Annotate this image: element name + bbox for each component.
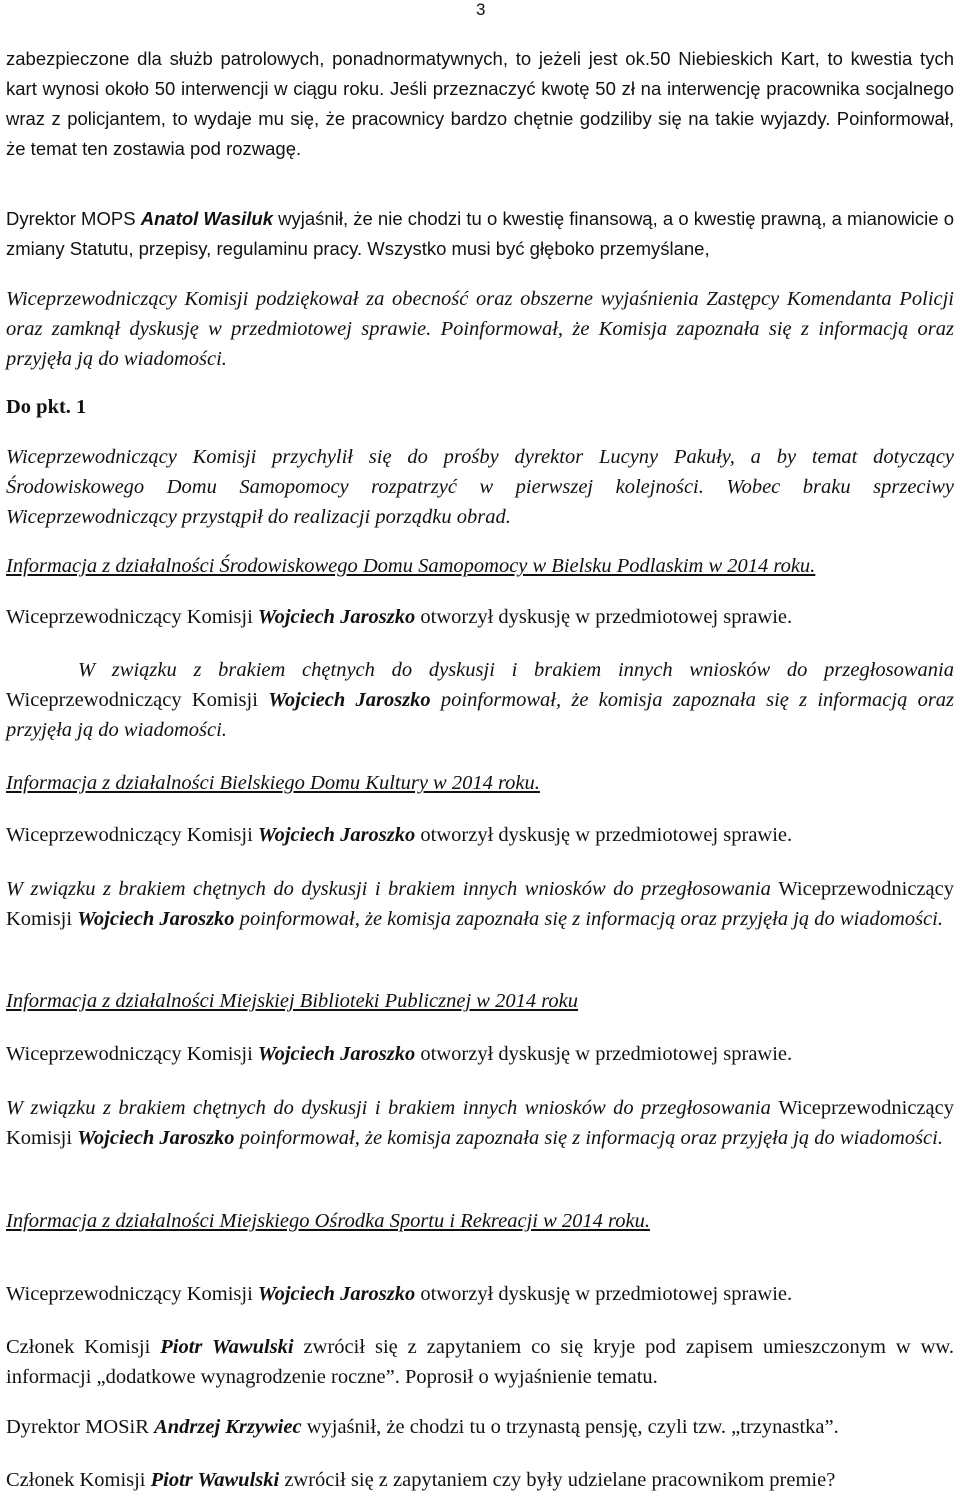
speaker-name: Wojciech Jaroszko — [268, 689, 431, 711]
lead-text: W związku z brakiem chętnych do dyskusji i brakiem innych wniosków do przegłosowania — [6, 878, 779, 900]
section-heading: Do pkt. 1 — [6, 396, 87, 418]
speaker-name: Wojciech Jaroszko — [77, 1127, 235, 1149]
close-text: poinformował, że komisja zapoznała się z informacją oraz przyjęła ją do wiadomości. — [234, 1127, 943, 1149]
close-text: poinformował, że komisja zapoznała się z informacją oraz przyjęła ją do wiadomości. — [234, 908, 943, 930]
speaker-text: zwrócił się z zapytaniem czy były udzielane pracownikom premie? — [279, 1469, 836, 1491]
page-number: 3 — [476, 0, 486, 19]
paragraph-discussion-open-2 — [6, 820, 954, 850]
speaker-role: Wiceprzewodniczący Komisji — [6, 1097, 954, 1149]
paragraph-agenda-change: Wiceprzewodniczący Komisji przychylił się do prośby dyrektor Lucyny Pakuły, a by temat dotyczący Środowiskowego Domu Samopomocy rozpatrzyć w pierwszej kolejności. Wobec braku sprzeciwy Wiceprzewodniczący przystąpił do realizacji porządku obrad. — [6, 446, 954, 528]
topic-heading-3: Informacja z działalności Miejskiej Biblioteki Publicznej w 2014 roku — [6, 990, 579, 1012]
topic-heading-4: Informacja z działalności Miejskiego Ośrodka Sportu i Rekreacji w 2014 roku. — [6, 1210, 650, 1232]
speaker-name: Piotr Wawulski — [160, 1336, 294, 1358]
speaker-text: otworzył dyskusję w przedmiotowej sprawie. — [415, 824, 793, 846]
speaker-role: Członek Komisji — [6, 1469, 146, 1491]
paragraph-member-question-1 — [6, 1332, 954, 1392]
speaker-name: Piotr Wawulski — [150, 1469, 280, 1491]
speaker-role: Wiceprzewodniczący Komisji — [6, 824, 253, 846]
speaker-role: Członek Komisji — [6, 1336, 151, 1358]
paragraph-discussion-close-1 — [6, 655, 954, 745]
paragraph-policy-cards: zabezpieczone dla służb patrolowych, ponadnormatywnych, to jeżeli jest ok.50 Niebieskich Kart, to kwestia tych kart wynosi około 50 interwencji w ciągu roku. Jeśli przeznaczyć kwotę 50 zł na interwencję pracownika socjalnego wraz z policjantem, to wydaje mu się, że pracownicy bardzo chętnie godziliby się na takie wyjazdy. Poinformował, że temat ten zostawia pod rozwagę. — [6, 48, 954, 159]
speaker-role: Wiceprzewodniczący Komisji — [6, 689, 258, 711]
speaker-name: Anatol Wasiluk — [140, 208, 274, 229]
speaker-role: Dyrektor MOSiR — [6, 1416, 149, 1438]
paragraph-vice-chair-thanks: Wiceprzewodniczący Komisji podziękował za obecność oraz obszerne wyjaśnienia Zastępcy Komendanta Policji oraz zamknął dyskusję w przedmiotowej sprawie. Poinformował, że Komisja zapoznała się z informacją oraz przyjęła ją do wiadomości. — [6, 288, 954, 370]
paragraph-discussion-open-3 — [6, 1039, 954, 1069]
document-page — [6, 0, 954, 1496]
paragraph-mops-director — [6, 204, 954, 264]
speaker-role: Wiceprzewodniczący Komisji — [6, 878, 954, 930]
paragraph-discussion-open-1 — [6, 602, 954, 632]
paragraph-member-question-2 — [6, 1465, 954, 1495]
paragraph-discussion-open-4 — [6, 1279, 954, 1309]
speaker-name: Wojciech Jaroszko — [257, 606, 416, 628]
lead-text: W związku z brakiem chętnych do dyskusji i brakiem innych wniosków do przegłosowania — [78, 659, 954, 681]
paragraph-discussion-close-2 — [6, 874, 954, 934]
speaker-role: Wiceprzewodniczący Komisji — [6, 606, 253, 628]
speaker-text: otworzył dyskusję w przedmiotowej sprawie. — [415, 606, 793, 628]
close-text: poinformował, że komisja zapoznała się z informacją oraz przyjęła ją do wiadomości. — [6, 689, 955, 741]
paragraph-discussion-close-3 — [6, 1093, 954, 1153]
speaker-name: Wojciech Jaroszko — [257, 824, 416, 846]
speaker-role: Wiceprzewodniczący Komisji — [6, 1283, 253, 1305]
paragraph-mosir-director — [6, 1412, 954, 1442]
speaker-text: wyjaśnił, że nie chodzi tu o kwestię finansową, a o kwestię prawną, a mianowicie o zmiany Statutu, przepisy, regulaminu pracy. Wszystko musi być głęboko przemyślane, — [6, 208, 955, 259]
speaker-text: otworzył dyskusję w przedmiotowej sprawie. — [415, 1283, 793, 1305]
speaker-text: wyjaśnił, że chodzi tu o trzynastą pensję, czyli tzw. „trzynastka”. — [301, 1416, 839, 1438]
speaker-text: otworzył dyskusję w przedmiotowej sprawie. — [415, 1043, 793, 1065]
speaker-name: Wojciech Jaroszko — [257, 1283, 416, 1305]
speaker-text: zwrócił się z zapytaniem co się kryje pod zapisem umieszczonym w ww. informacji „dodatkowe wynagrodzenie roczne”. Poprosił o wyjaśnienie tematu. — [6, 1336, 954, 1388]
speaker-name: Andrzej Krzywiec — [154, 1416, 302, 1438]
topic-heading-2: Informacja z działalności Bielskiego Domu Kultury w 2014 roku. — [6, 772, 540, 794]
speaker-name: Wojciech Jaroszko — [257, 1043, 416, 1065]
speaker-role: Wiceprzewodniczący Komisji — [6, 1043, 253, 1065]
speaker-name: Wojciech Jaroszko — [77, 908, 235, 930]
speaker-role: Dyrektor MOPS — [6, 208, 136, 229]
lead-text: W związku z brakiem chętnych do dyskusji i brakiem innych wniosków do przegłosowania — [6, 1097, 779, 1119]
topic-heading-1: Informacja z działalności Środowiskowego Domu Samopomocy w Bielsku Podlaskim w 2014 roku. — [6, 555, 816, 577]
